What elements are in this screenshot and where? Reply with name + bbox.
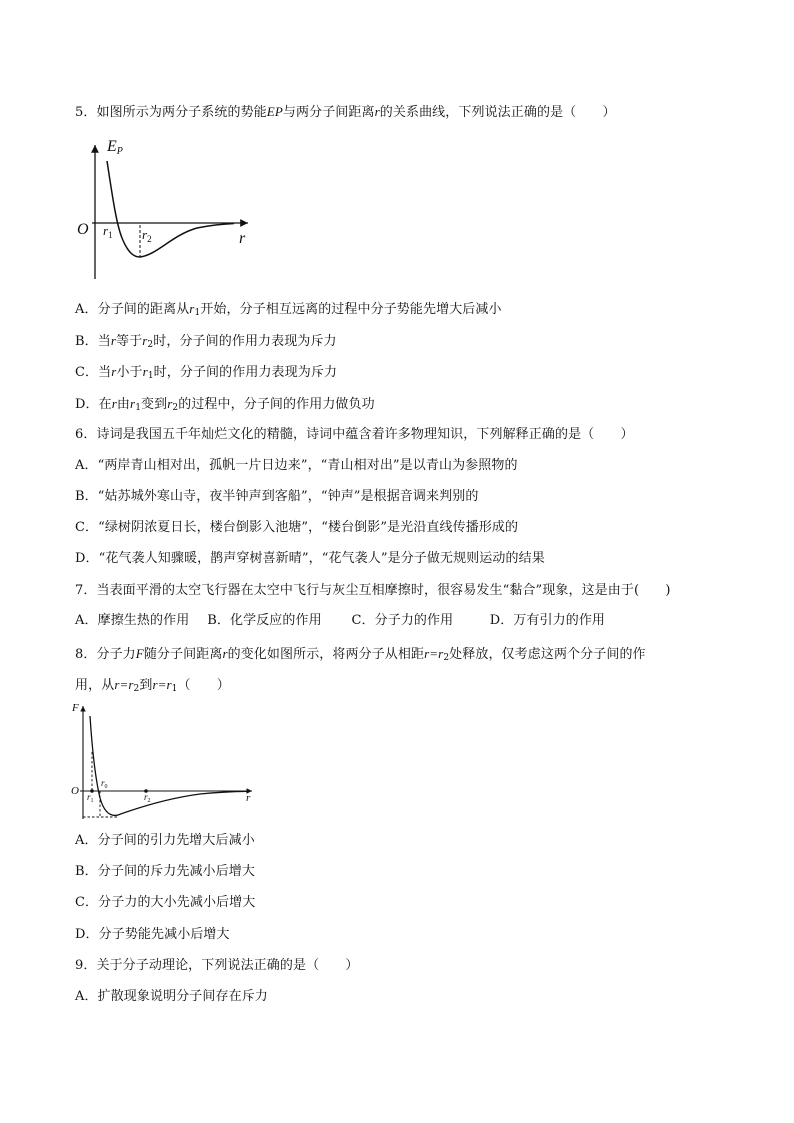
q7-stem: 7．当表面平滑的太空飞行器在太空中飞行与灰尘互相摩擦时，很容易发生“黏合”现象，这是由于( ) — [75, 583, 671, 598]
q8-x-label: r — [246, 792, 251, 804]
q7-options-row — [75, 612, 605, 630]
q8-option-d[interactable]: D．分子势能先减小后增大 — [75, 927, 230, 942]
q5-y-label: EP — [107, 138, 123, 157]
q5-option-b[interactable]: B．当r等于$r_2$时，分子间的作用力表现为斥力 — [75, 333, 337, 350]
q8-stem-line-1: 8．分子力F随分子间距离r的变化如图所示，将两分子从相距$r=r_2$处释放，仅考虑这两个分子间的作 — [75, 646, 646, 663]
q6-option-a[interactable]: A．“两岸青山相对出，孤帆一片日边来”，“青山相对出”是以青山为参照物的 — [75, 458, 518, 473]
q5-stem: 5．如图所示为两分子系统的势能EP与两分子间距离r的关系曲线，下列说法正确的是（ ） — [75, 104, 616, 120]
q8-stem-line-2: 用，从$r=r_2$到$r=r_1$（ ） — [75, 677, 230, 694]
q7-option-c[interactable]: C．分子力的作用 — [351, 613, 454, 628]
q8-force-curve — [90, 716, 248, 815]
q7-option-d[interactable]: D．万有引力的作用 — [489, 613, 606, 628]
q8-r1-label: $r_1$ — [87, 792, 94, 804]
q5-option-d[interactable]: D．在r由$r_1$变到$r_2$的过程中，分子间的作用力做负功 — [75, 396, 375, 413]
q5-x-label: r — [239, 230, 246, 247]
q8-option-b[interactable]: B．分子间的斥力先减小后增大 — [75, 864, 255, 879]
q5-ep-curve — [107, 161, 234, 257]
q6-stem: 6．诗词是我国五千年灿烂文化的精髓，诗词中蕴含着许多物理知识，下列解释正确的是（ ） — [75, 427, 634, 442]
q8-origin-label: O — [71, 785, 79, 797]
q8-r1-point — [90, 789, 94, 793]
q8-r2-label: $r_2$ — [144, 792, 151, 804]
q7-option-a[interactable]: A．摩擦生热的作用 — [75, 613, 190, 628]
q9-stem: 9．关于分子动理论，下列说法正确的是（ ） — [75, 958, 359, 973]
q6-option-c[interactable]: C．“绿树阴浓夏日长，楼台倒影入池塘”，“楼台倒影”是光沿直线传播形成的 — [75, 520, 519, 535]
q8-y-label: F — [72, 702, 79, 714]
q6-option-d[interactable]: D．“花气袭人知骤暖，鹊声穿树喜新晴”，“花气袭人”是分子做无规则运动的结果 — [75, 551, 545, 566]
q5-option-a[interactable]: A．分子间的距离从$r_1$开始，分子相互远离的过程中分子势能先增大后减小 — [75, 301, 502, 318]
q5-r2-label: $r_2$ — [142, 227, 152, 244]
q7-option-b[interactable]: B．化学反应的作用 — [207, 613, 322, 628]
q8-option-c[interactable]: C．分子力的大小先减小后增大 — [75, 895, 256, 910]
q5-r1-label: $r_1$ — [103, 223, 113, 240]
q6-option-b[interactable]: B．“姑苏城外寒山寺，夜半钟声到客船”，“钟声”是根据音调来判别的 — [75, 489, 479, 504]
q5-potential-energy-figure — [72, 133, 252, 283]
q9-option-a[interactable]: A．扩散现象说明分子间存在斥力 — [75, 989, 268, 1004]
q8-force-figure — [70, 702, 255, 822]
q5-option-c[interactable]: C．当r小于$r_1$时，分子间的作用力表现为斥力 — [75, 364, 338, 381]
q5-origin-label: O — [77, 221, 89, 238]
q8-option-a[interactable]: A．分子间的引力先增大后减小 — [75, 833, 255, 848]
q8-r0-label: $r_0$ — [101, 778, 108, 790]
